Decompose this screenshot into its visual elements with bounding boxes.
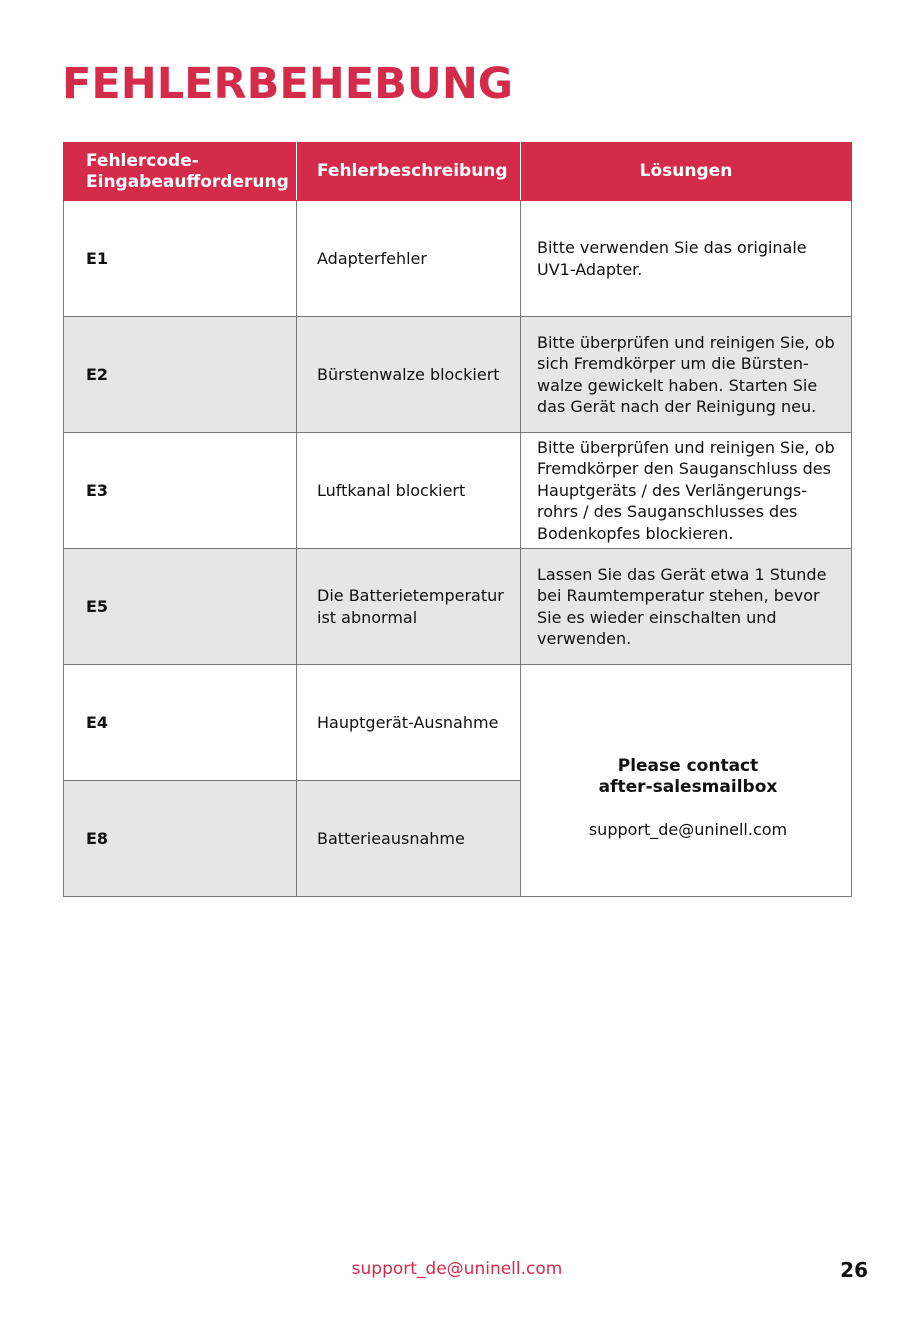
table-row <box>64 433 852 549</box>
header-error-description: Fehlerbeschreibung <box>297 143 521 201</box>
contact-solution-cell <box>521 665 852 897</box>
error-description: Luftkanal blockiert <box>297 433 521 549</box>
error-description: Bürstenwalze blockiert <box>297 317 521 433</box>
header-solutions: Lösungen <box>521 143 852 201</box>
error-solution: Lassen Sie das Gerät etwa 1 Stunde bei Raumtemperatur stehen, bevor Sie es wieder einschalten und verwenden. <box>521 549 852 665</box>
error-code: E8 <box>64 781 297 897</box>
table-row <box>64 665 852 781</box>
table-row <box>64 201 852 317</box>
contact-line1: Please contact <box>617 755 759 776</box>
troubleshooting-table <box>63 142 852 897</box>
table-row <box>64 549 852 665</box>
error-description: Hauptgerät-Ausnahme <box>297 665 521 781</box>
contact-line2: after-salesmailbox <box>598 776 778 797</box>
error-code: E5 <box>64 549 297 665</box>
error-solution: Bitte überprüfen und reinigen Sie, ob Fremdkörper den Sauganschluss des Hauptgeräts / des Verlängerungs-rohrs / des Sauganschlusses des Bodenkopfes blockieren. <box>521 433 852 549</box>
error-code: E2 <box>64 317 297 433</box>
error-code: E1 <box>64 201 297 317</box>
contact-block <box>537 722 839 840</box>
error-code: E4 <box>64 665 297 781</box>
page-number: 26 <box>840 1258 868 1282</box>
header-error-code-line1: Fehlercode- <box>86 150 199 171</box>
contact-email[interactable]: support_de@uninell.com <box>588 819 788 839</box>
footer-email[interactable]: support_de@uninell.com <box>351 1259 563 1279</box>
error-description: Adapterfehler <box>297 201 521 317</box>
table-header-row <box>64 143 852 201</box>
header-error-code <box>64 143 297 201</box>
page-title: FEHLERBEHEBUNG <box>62 59 514 109</box>
error-description: Batterieausnahme <box>297 781 521 897</box>
error-description: Die Batterietemperatur ist abnormal <box>297 549 521 665</box>
error-code: E3 <box>64 433 297 549</box>
error-solution: Bitte überprüfen und reinigen Sie, ob sich Fremdkörper um die Bürsten-walze gewickelt haben. Starten Sie das Gerät nach der Reinigung neu. <box>521 317 852 433</box>
header-error-code-line2: Eingabeaufforderung <box>86 171 289 192</box>
error-solution: Bitte verwenden Sie das originale UV1-Adapter. <box>521 201 852 317</box>
table-row <box>64 317 852 433</box>
